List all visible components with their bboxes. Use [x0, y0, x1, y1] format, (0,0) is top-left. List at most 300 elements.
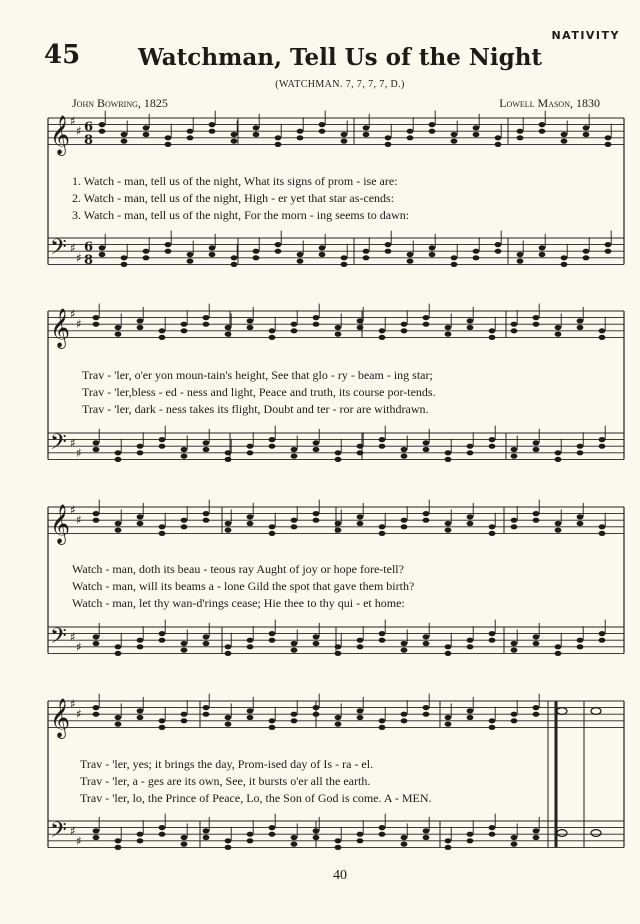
lyric-line: Trav - 'ler, lo, the Prince of Peace, Lo, the Son of God is come. A - MEN. — [80, 791, 432, 805]
note-head — [533, 440, 540, 445]
note-head — [511, 835, 518, 840]
lyric-line: Trav - 'ler,bless - ed - ness and light, Peace and truth, its course por-tends. — [82, 385, 436, 399]
note-head — [137, 638, 144, 643]
note-head — [511, 641, 518, 646]
note-head — [379, 825, 386, 830]
note-head — [269, 524, 276, 529]
note-head — [93, 641, 100, 646]
note-head — [539, 252, 546, 257]
note-head — [319, 122, 326, 127]
note-head — [275, 242, 282, 247]
note-head — [423, 705, 430, 710]
note-head — [511, 712, 518, 717]
note-head — [225, 521, 232, 526]
note-head — [379, 335, 386, 340]
note-head — [165, 242, 172, 247]
note-head — [341, 255, 348, 260]
note-head — [181, 524, 188, 529]
note-head — [291, 524, 298, 529]
bass-clef-icon: 𝄢 — [50, 624, 67, 654]
note-head — [467, 644, 474, 649]
note-head — [209, 122, 216, 127]
note-head — [99, 122, 106, 127]
note-head — [357, 450, 364, 455]
note-head — [93, 511, 100, 516]
note-head — [247, 715, 254, 720]
sharp-icon: ♯ — [76, 251, 82, 265]
note-head — [203, 322, 210, 327]
note-head — [429, 122, 436, 127]
note-head — [159, 718, 166, 723]
note-head — [225, 651, 232, 656]
note-head — [269, 725, 276, 730]
note-head — [297, 259, 304, 264]
note-head — [137, 832, 144, 837]
lyric-line: 1. Watch - man, tell us of the night, What its signs of prom - ise are: — [72, 174, 398, 188]
bass-clef-icon: 𝄢 — [50, 430, 67, 460]
note-head — [555, 528, 562, 533]
note-head — [203, 641, 210, 646]
author-credit: John Bowring, 1825 — [72, 96, 168, 110]
note-head — [341, 132, 348, 137]
note-head — [93, 705, 100, 710]
note-head — [357, 521, 364, 526]
note-head — [269, 328, 276, 333]
note-head — [429, 252, 436, 257]
note-head — [555, 332, 562, 337]
note-head — [247, 325, 254, 330]
note-head — [577, 521, 584, 526]
note-head — [225, 838, 232, 843]
note-head — [335, 838, 342, 843]
note-head — [605, 242, 612, 247]
note-head — [209, 245, 216, 250]
note-head — [467, 444, 474, 449]
note-head — [561, 262, 568, 267]
note-head — [159, 531, 166, 536]
sharp-icon: ♯ — [70, 307, 76, 321]
note-head — [247, 638, 254, 643]
note-head — [357, 838, 364, 843]
sharp-icon: ♯ — [70, 697, 76, 711]
note-head — [313, 705, 320, 710]
note-head — [533, 835, 540, 840]
note-head — [335, 715, 342, 720]
note-head — [363, 255, 370, 260]
note-head — [99, 129, 106, 134]
note-head — [357, 638, 364, 643]
note-head — [121, 255, 128, 260]
note-head — [401, 641, 408, 646]
note-head — [401, 328, 408, 333]
note-head — [93, 634, 100, 639]
note-head — [445, 528, 452, 533]
note-head — [605, 142, 612, 147]
note-head — [203, 440, 210, 445]
note-head — [385, 242, 392, 247]
note-head — [291, 322, 298, 327]
note-head — [137, 325, 144, 330]
note-head — [407, 252, 414, 257]
sharp-icon: ♯ — [70, 241, 76, 255]
note-head — [253, 132, 260, 137]
note-head — [203, 518, 210, 523]
note-head — [203, 315, 210, 320]
sharp-icon: ♯ — [70, 503, 76, 517]
note-head — [467, 450, 474, 455]
note-head — [423, 634, 430, 639]
note-head — [115, 845, 122, 850]
note-head — [203, 447, 210, 452]
note-head — [577, 514, 584, 519]
note-head — [269, 531, 276, 536]
sharp-icon: ♯ — [76, 317, 82, 331]
note-head — [363, 132, 370, 137]
note-head — [495, 242, 502, 247]
note-head — [319, 245, 326, 250]
note-head — [313, 828, 320, 833]
note-head — [489, 725, 496, 730]
note-head — [407, 259, 414, 264]
note-head — [341, 262, 348, 267]
lyric-line: 2. Watch - man, tell us of the night, High - er yet that star as-cends: — [72, 191, 395, 205]
note-head — [467, 325, 474, 330]
note-head — [203, 634, 210, 639]
note-head — [599, 335, 606, 340]
note-head — [495, 249, 502, 254]
note-head — [121, 132, 128, 137]
note-head — [313, 835, 320, 840]
note-head — [533, 518, 540, 523]
note-head — [467, 708, 474, 713]
note-head — [445, 521, 452, 526]
note-head — [335, 644, 342, 649]
note-head — [577, 644, 584, 649]
note-head — [401, 454, 408, 459]
sharp-icon: ♯ — [76, 834, 82, 848]
note-head — [517, 259, 524, 264]
note-head — [423, 440, 430, 445]
note-head — [93, 835, 100, 840]
note-head — [137, 715, 144, 720]
note-head — [341, 139, 348, 144]
note-head — [137, 838, 144, 843]
treble-clef-icon: 𝄞 — [50, 698, 71, 738]
note-head — [335, 845, 342, 850]
note-head — [379, 832, 386, 837]
note-head — [335, 325, 342, 330]
note-head — [159, 638, 166, 643]
note-head — [313, 712, 320, 717]
note-head — [231, 262, 238, 267]
note-head — [363, 249, 370, 254]
note-head — [93, 447, 100, 452]
note-head — [489, 335, 496, 340]
note-head — [225, 528, 232, 533]
note-head — [187, 129, 194, 134]
note-head — [313, 322, 320, 327]
note-head — [473, 249, 480, 254]
note-head — [203, 511, 210, 516]
note-head — [335, 528, 342, 533]
note-head — [93, 440, 100, 445]
composer-credit: Lowell Mason, 1830 — [499, 96, 600, 110]
note-head — [423, 447, 430, 452]
note-head — [451, 255, 458, 260]
note-head — [313, 634, 320, 639]
note-head — [511, 447, 518, 452]
note-head — [143, 255, 150, 260]
note-head — [533, 315, 540, 320]
note-head — [203, 828, 210, 833]
note-head — [583, 255, 590, 260]
tune-name: (WATCHMAN. 7, 7, 7, 7, D.) — [275, 79, 405, 90]
note-head — [269, 631, 276, 636]
note-head — [517, 252, 524, 257]
note-head — [313, 641, 320, 646]
note-head — [269, 437, 276, 442]
note-head — [401, 648, 408, 653]
note-head — [445, 838, 452, 843]
note-head — [181, 322, 188, 327]
note-head — [247, 318, 254, 323]
note-head — [445, 457, 452, 462]
note-head — [357, 514, 364, 519]
note-head — [401, 322, 408, 327]
note-head — [577, 638, 584, 643]
note-head — [445, 845, 452, 850]
note-head — [561, 139, 568, 144]
note-head — [231, 139, 238, 144]
note-head — [511, 328, 518, 333]
note-head — [159, 444, 166, 449]
note-head — [489, 832, 496, 837]
note-head — [269, 825, 276, 830]
note-head — [467, 514, 474, 519]
note-head — [159, 631, 166, 636]
note-head — [225, 332, 232, 337]
note-head — [181, 454, 188, 459]
note-head — [489, 638, 496, 643]
note-head — [555, 325, 562, 330]
note-head — [143, 249, 150, 254]
sharp-icon: ♯ — [70, 114, 76, 128]
note-head — [401, 842, 408, 847]
note-head — [407, 129, 414, 134]
note-head — [539, 122, 546, 127]
lyric-line: Trav - 'ler, a - ges are its own, See, it bursts o'er all the earth. — [80, 774, 371, 788]
note-head — [225, 722, 232, 727]
treble-clef-icon: 𝄞 — [50, 308, 71, 348]
whole-note — [591, 708, 601, 715]
note-head — [143, 132, 150, 137]
hymn-number: 45 — [44, 40, 81, 70]
note-head — [93, 828, 100, 833]
note-head — [385, 142, 392, 147]
note-head — [489, 631, 496, 636]
note-head — [247, 521, 254, 526]
note-head — [181, 835, 188, 840]
note-head — [555, 450, 562, 455]
note-head — [115, 528, 122, 533]
note-head — [407, 135, 414, 140]
note-head — [467, 521, 474, 526]
note-head — [385, 249, 392, 254]
note-head — [599, 638, 606, 643]
note-head — [143, 125, 150, 130]
note-head — [115, 715, 122, 720]
note-head — [93, 315, 100, 320]
note-head — [291, 718, 298, 723]
note-head — [313, 315, 320, 320]
note-head — [137, 318, 144, 323]
note-head — [401, 518, 408, 523]
lyric-line: Watch - man, doth its beau - teous ray Aught of joy or hope fore-tell? — [72, 562, 404, 576]
sharp-icon: ♯ — [70, 630, 76, 644]
note-head — [247, 708, 254, 713]
note-head — [489, 444, 496, 449]
note-head — [555, 457, 562, 462]
note-head — [181, 447, 188, 452]
note-head — [577, 325, 584, 330]
note-head — [539, 245, 546, 250]
note-head — [115, 457, 122, 462]
note-head — [297, 135, 304, 140]
note-head — [121, 262, 128, 267]
section-heading: NATIVITY — [551, 29, 620, 42]
bass-clef-icon: 𝄢 — [50, 818, 67, 848]
note-head — [577, 450, 584, 455]
note-head — [423, 518, 430, 523]
note-head — [429, 129, 436, 134]
note-head — [291, 328, 298, 333]
lyric-line: Watch - man, let thy wan-d'rings cease; Hie thee to thy qui - et home: — [72, 596, 405, 610]
note-head — [319, 129, 326, 134]
note-head — [93, 712, 100, 717]
note-head — [319, 252, 326, 257]
note-head — [121, 139, 128, 144]
note-head — [467, 715, 474, 720]
note-head — [313, 511, 320, 516]
note-head — [577, 444, 584, 449]
note-head — [203, 705, 210, 710]
time-signature: 8 — [84, 253, 94, 268]
note-head — [269, 444, 276, 449]
note-head — [577, 318, 584, 323]
note-head — [473, 132, 480, 137]
note-head — [335, 651, 342, 656]
note-head — [203, 712, 210, 717]
note-head — [489, 437, 496, 442]
note-head — [495, 142, 502, 147]
note-head — [115, 838, 122, 843]
note-head — [187, 135, 194, 140]
note-head — [99, 245, 106, 250]
note-head — [533, 828, 540, 833]
note-head — [335, 450, 342, 455]
note-head — [275, 249, 282, 254]
note-head — [291, 518, 298, 523]
note-head — [473, 125, 480, 130]
note-head — [159, 725, 166, 730]
note-head — [253, 125, 260, 130]
note-head — [181, 842, 188, 847]
note-head — [209, 252, 216, 257]
note-head — [115, 521, 122, 526]
note-head — [357, 318, 364, 323]
bass-clef-icon: 𝄢 — [50, 235, 67, 265]
note-head — [93, 518, 100, 523]
note-head — [247, 514, 254, 519]
note-head — [291, 842, 298, 847]
lyric-line: Trav - 'ler, yes; it brings the day, Prom-ised day of Is - ra - el. — [80, 757, 374, 771]
note-head — [247, 644, 254, 649]
note-head — [137, 444, 144, 449]
note-head — [357, 444, 364, 449]
note-head — [605, 135, 612, 140]
note-head — [225, 845, 232, 850]
note-head — [379, 638, 386, 643]
page-number: 40 — [333, 868, 347, 883]
note-head — [423, 835, 430, 840]
note-head — [357, 644, 364, 649]
note-head — [423, 511, 430, 516]
note-head — [357, 715, 364, 720]
note-head — [313, 447, 320, 452]
note-head — [489, 531, 496, 536]
note-head — [181, 328, 188, 333]
note-head — [467, 318, 474, 323]
note-head — [555, 521, 562, 526]
note-head — [445, 715, 452, 720]
note-head — [533, 634, 540, 639]
note-head — [599, 531, 606, 536]
sharp-icon: ♯ — [70, 436, 76, 450]
note-head — [423, 828, 430, 833]
note-head — [445, 644, 452, 649]
note-head — [335, 521, 342, 526]
note-head — [517, 129, 524, 134]
note-head — [533, 511, 540, 516]
note-head — [401, 835, 408, 840]
note-head — [423, 322, 430, 327]
note-head — [225, 715, 232, 720]
note-head — [489, 718, 496, 723]
sharp-icon: ♯ — [76, 707, 82, 721]
note-head — [401, 718, 408, 723]
note-head — [533, 447, 540, 452]
time-signature: 6 — [84, 120, 94, 135]
note-head — [511, 322, 518, 327]
note-head — [291, 835, 298, 840]
note-head — [159, 335, 166, 340]
sharp-icon: ♯ — [76, 446, 82, 460]
note-head — [115, 651, 122, 656]
note-head — [225, 457, 232, 462]
hymn-title: Watchman, Tell Us of the Night — [137, 44, 543, 71]
note-head — [187, 252, 194, 257]
note-head — [115, 332, 122, 337]
treble-clef-icon: 𝄞 — [50, 504, 71, 544]
note-head — [269, 335, 276, 340]
note-head — [533, 322, 540, 327]
whole-note — [557, 708, 567, 715]
time-signature: 8 — [84, 133, 94, 148]
note-head — [275, 142, 282, 147]
note-head — [385, 135, 392, 140]
note-head — [203, 835, 210, 840]
note-head — [181, 648, 188, 653]
